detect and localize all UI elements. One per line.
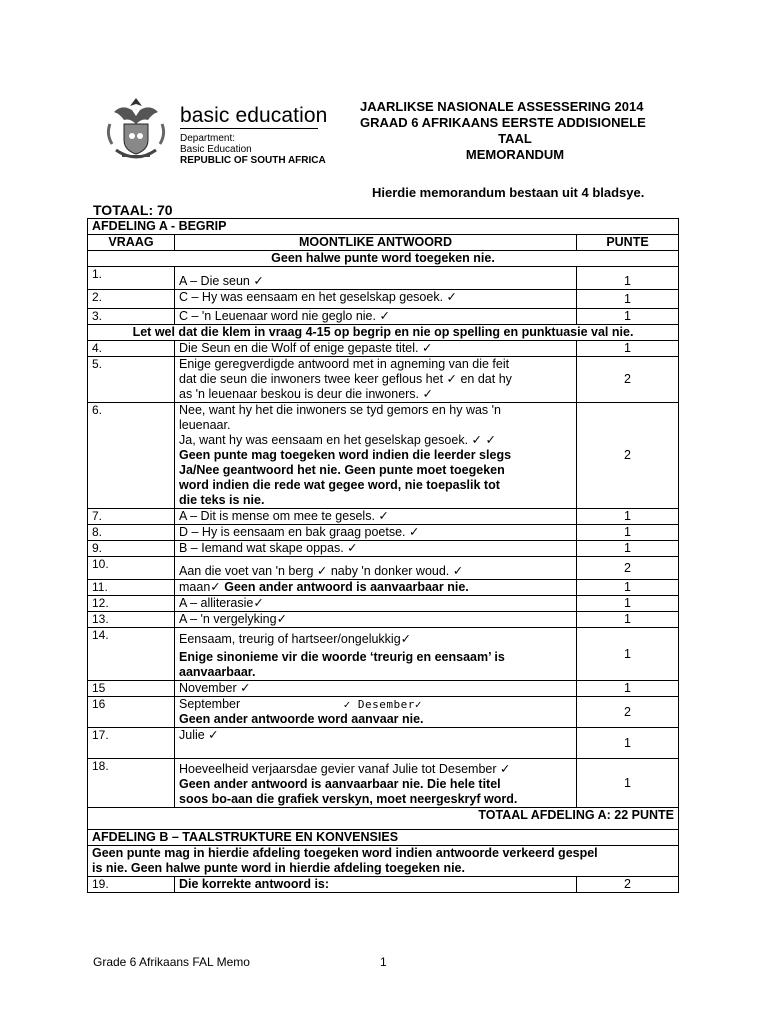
answer-text xyxy=(175,580,577,596)
table-row xyxy=(88,267,679,290)
table-row xyxy=(88,403,679,509)
question-number: 9. xyxy=(88,541,175,557)
question-number: 6. xyxy=(88,403,175,509)
question-number: 19. xyxy=(88,877,175,893)
answer-text: Aan die voet van 'n berg ✓ naby 'n donker woud. ✓ xyxy=(175,557,577,580)
table-row xyxy=(88,509,679,525)
answer-text: A – Die seun ✓ xyxy=(175,267,577,290)
points-value: 2 xyxy=(577,403,679,509)
footer-title: Grade 6 Afrikaans FAL Memo xyxy=(93,955,250,969)
title-line-1: JAARLIKSE NASIONALE ASSESSERING 2014 xyxy=(360,99,644,114)
pages-note: Hierdie memorandum bestaan uit 4 bladsye. xyxy=(372,185,645,200)
points-value: 2 xyxy=(577,877,679,893)
marking-note: Ja/Nee geantwoord het nie. Geen punte moet toegeken xyxy=(179,463,505,477)
points-value: 1 xyxy=(577,309,679,325)
question-number: 16 xyxy=(88,697,175,728)
section-a-heading: AFDELING A - BEGRIP xyxy=(88,219,679,235)
section-b-note-line: is nie. Geen halwe punte word in hierdie afdeling toegeken nie. xyxy=(92,861,465,875)
question-number: 8. xyxy=(88,525,175,541)
memo-table xyxy=(87,218,679,893)
points-value: 2 xyxy=(577,557,679,580)
dept-line-1: Department: xyxy=(180,133,236,144)
table-row xyxy=(88,697,679,728)
points-value: 2 xyxy=(577,697,679,728)
answer-text: C – Hy was eensaam en het geselskap gesoek. ✓ xyxy=(175,290,577,309)
col-question-header: VRAAG xyxy=(88,235,175,251)
answer-line: dat die seun die inwoners twee keer geflous het ✓ en dat hy xyxy=(179,372,512,386)
brand-name: basic education xyxy=(180,104,328,127)
points-value: 1 xyxy=(577,596,679,612)
answer-text xyxy=(175,357,577,403)
answer-word: September xyxy=(179,697,241,711)
points-value: 1 xyxy=(577,341,679,357)
table-row xyxy=(88,877,679,893)
marking-note: Geen ander antwoorde word aanvaar nie. xyxy=(179,712,424,726)
page-number: 1 xyxy=(380,955,387,969)
marking-note: Enige sinonieme vir die woorde ‘treurig en eensaam’ is xyxy=(179,650,505,664)
question-number: 12. xyxy=(88,596,175,612)
section-b-note-line: Geen punte mag in hierdie afdeling toegeken word indien antwoorde verkeerd gespel xyxy=(92,846,598,860)
section-b-note xyxy=(88,846,679,877)
document-title xyxy=(360,99,680,163)
department-text xyxy=(180,133,326,166)
answer-text: A – 'n vergelyking✓ xyxy=(175,612,577,628)
question-number: 15 xyxy=(88,681,175,697)
no-half-marks-note: Geen halwe punte word toegeken nie. xyxy=(88,251,679,267)
section-a-heading-row xyxy=(88,219,679,235)
points-value: 1 xyxy=(577,290,679,309)
table-row xyxy=(88,290,679,309)
col-answer-header: MOONTLIKE ANTWOORD xyxy=(175,235,577,251)
answer-line: Ja, want hy was eensaam en het geselskap gesoek. ✓ ✓ xyxy=(179,433,496,447)
marking-note: Geen punte mag toegeken word indien die leerder slegs xyxy=(179,448,512,462)
coat-of-arms-icon xyxy=(102,94,170,164)
points-value: 1 xyxy=(577,759,679,808)
points-value: 1 xyxy=(577,509,679,525)
question-number: 11. xyxy=(88,580,175,596)
answer-line: Eensaam, treurig of hartseer/ongelukkig✓ xyxy=(179,632,412,646)
question-number: 14. xyxy=(88,628,175,681)
question-number: 1. xyxy=(88,267,175,290)
marking-note: word indien die rede wat gegee word, nie toepaslik tot xyxy=(179,478,500,492)
answer-text xyxy=(175,628,577,681)
marking-note: aanvaarbaar. xyxy=(179,665,256,679)
table-row xyxy=(88,541,679,557)
marking-note: die teks is nie. xyxy=(179,493,265,507)
title-line-3: TAAL xyxy=(498,131,532,146)
answer-text: C – 'n Leuenaar word nie geglo nie. ✓ xyxy=(175,309,577,325)
question-number: 13. xyxy=(88,612,175,628)
answer-text: Die Seun en die Wolf of enige gepaste titel. ✓ xyxy=(175,341,577,357)
col-points-header: PUNTE xyxy=(577,235,679,251)
points-value: 1 xyxy=(577,525,679,541)
points-value: 1 xyxy=(577,681,679,697)
points-value: 2 xyxy=(577,357,679,403)
question-number: 5. xyxy=(88,357,175,403)
dept-line-2: Basic Education xyxy=(180,144,252,155)
question-number: 2. xyxy=(88,290,175,309)
note-row xyxy=(88,325,679,341)
answer-text: A – alliterasie✓ xyxy=(175,596,577,612)
answer-line: Enige geregverdigde antwoord met in agneming van die feit xyxy=(179,357,510,371)
points-value: 1 xyxy=(577,541,679,557)
section-total-row xyxy=(88,808,679,830)
focus-note: Let wel dat die klem in vraag 4-15 op begrip en nie op spelling en punktuasie val nie. xyxy=(88,325,679,341)
answer-line: Nee, want hy het die inwoners se tyd gemors en hy was 'n xyxy=(179,403,501,417)
points-value: 1 xyxy=(577,628,679,681)
answer-line xyxy=(179,697,572,712)
answer-text: B – Iemand wat skape oppas. ✓ xyxy=(175,541,577,557)
marking-note: Geen ander antwoord is aanvaarbaar nie. Die hele titel xyxy=(179,777,501,791)
table-row xyxy=(88,357,679,403)
dept-line-3: REPUBLIC OF SOUTH AFRICA xyxy=(180,155,326,166)
answer-text: Julie ✓ xyxy=(175,728,577,759)
answer-text: D – Hy is eensaam en bak graag poetse. ✓ xyxy=(175,525,577,541)
department-logo xyxy=(98,92,358,172)
table-row xyxy=(88,681,679,697)
points-value: 1 xyxy=(577,580,679,596)
answer-text xyxy=(175,403,577,509)
answer-line: leuenaar. xyxy=(179,418,231,432)
marking-note: Geen ander antwoord is aanvaarbaar nie. xyxy=(224,580,469,594)
points-value: 1 xyxy=(577,612,679,628)
note-row xyxy=(88,846,679,877)
answer-text: November ✓ xyxy=(175,681,577,697)
table-row xyxy=(88,759,679,808)
answer-word: maan✓ xyxy=(179,580,225,594)
answer-text xyxy=(175,759,577,808)
answer-text xyxy=(175,697,577,728)
question-number: 17. xyxy=(88,728,175,759)
note-row xyxy=(88,251,679,267)
question-number: 18. xyxy=(88,759,175,808)
column-header-row xyxy=(88,235,679,251)
table-row xyxy=(88,728,679,759)
points-value: 1 xyxy=(577,267,679,290)
table-row xyxy=(88,309,679,325)
question-number: 7. xyxy=(88,509,175,525)
question-number: 10. xyxy=(88,557,175,580)
answer-line: as 'n leuenaar beskou is deur die inwoners. ✓ xyxy=(179,387,433,401)
title-line-2: GRAAD 6 AFRIKAANS EERSTE ADDISIONELE xyxy=(360,115,646,130)
marking-note: soos bo-aan die grafiek verskyn, moet neergeskryf word. xyxy=(179,792,518,806)
question-number: 3. xyxy=(88,309,175,325)
table-row xyxy=(88,341,679,357)
section-b-heading: AFDELING B – TAALSTRUKTURE EN KONVENSIES xyxy=(88,830,679,846)
answer-line: Hoeveelheid verjaarsdae gevier vanaf Julie tot Desember ✓ xyxy=(179,762,511,776)
answer-text: Die korrekte antwoord is: xyxy=(175,877,577,893)
table-row xyxy=(88,557,679,580)
points-value: 1 xyxy=(577,728,679,759)
table-row xyxy=(88,580,679,596)
answer-text: A – Dit is mense om mee te gesels. ✓ xyxy=(175,509,577,525)
brand-rule xyxy=(180,128,318,129)
section-b-heading-row xyxy=(88,830,679,846)
table-row xyxy=(88,612,679,628)
total-marks: TOTAAL: 70 xyxy=(93,202,173,218)
table-row xyxy=(88,596,679,612)
question-number: 4. xyxy=(88,341,175,357)
table-row xyxy=(88,628,679,681)
section-a-total: TOTAAL AFDELING A: 22 PUNTE xyxy=(88,808,679,830)
answer-word: ✓ Desember✓ xyxy=(343,698,422,711)
title-line-4: MEMORANDUM xyxy=(465,147,565,162)
table-row xyxy=(88,525,679,541)
